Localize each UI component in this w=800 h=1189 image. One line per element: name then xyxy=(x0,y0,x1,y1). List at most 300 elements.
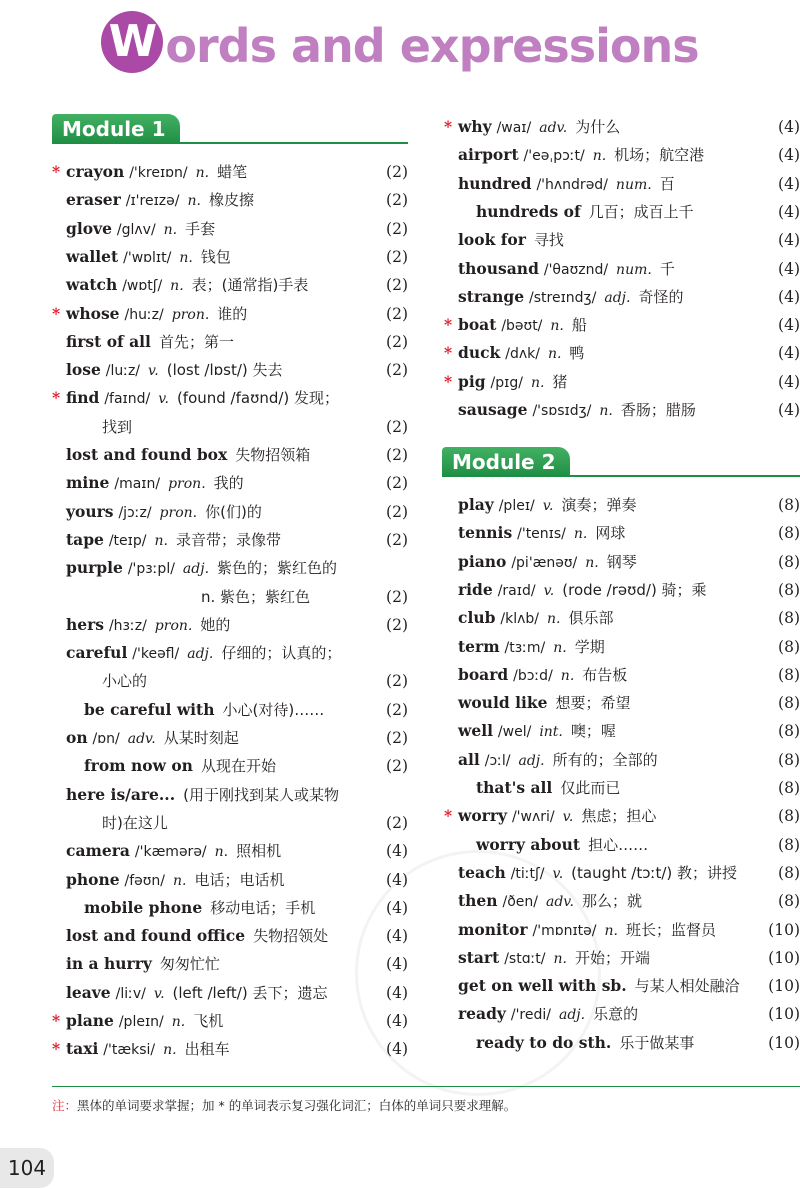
glossary-entry xyxy=(66,922,328,950)
chinese-meaning: 从现在开始 xyxy=(200,757,276,776)
phonetic: /'kreɪɒn/ xyxy=(129,165,188,181)
part-of-speech: n. xyxy=(179,249,193,266)
part-of-speech: adv. xyxy=(127,731,156,747)
page-reference: (8) xyxy=(778,524,800,543)
headword: worry xyxy=(458,806,508,826)
headword: club xyxy=(458,608,496,628)
part-of-speech: adj. xyxy=(182,561,210,578)
headword: hundred xyxy=(458,173,532,193)
glossary-entry xyxy=(66,979,327,1008)
chinese-meaning: 噢；喔 xyxy=(570,722,616,741)
glossary-entry xyxy=(476,774,620,802)
chinese-meaning: 钱包 xyxy=(200,247,231,266)
chinese-meaning: 香肠；腊肠 xyxy=(620,401,696,419)
part-of-speech: n. xyxy=(530,374,545,391)
phonetic: /'hʌndrəd/ xyxy=(536,176,608,193)
page-reference: (10) xyxy=(768,948,800,967)
phonetic: /wel/ xyxy=(497,724,532,741)
part-of-speech: pron. xyxy=(168,476,206,493)
part-of-speech: n. xyxy=(546,611,561,628)
headword: thousand xyxy=(458,258,539,278)
module-heading: Module 1 xyxy=(52,114,180,144)
headword: all xyxy=(458,749,480,769)
part-of-speech: n. xyxy=(547,346,562,363)
page-reference: (2) xyxy=(386,474,408,493)
glossary-entry xyxy=(84,894,315,922)
phonetic: /maɪn/ xyxy=(114,476,161,493)
chinese-meaning: 猪 xyxy=(552,372,568,391)
glossary-entry xyxy=(66,526,281,555)
glossary-entry xyxy=(458,519,625,548)
review-star: * xyxy=(444,371,453,391)
part-of-speech: n. xyxy=(553,639,567,656)
chinese-meaning: 乐于做某事 xyxy=(619,1033,695,1052)
glossary-entry xyxy=(84,752,276,780)
page-reference: (4) xyxy=(386,955,408,974)
chinese-meaning: 俱乐部 xyxy=(568,609,614,628)
chinese-meaning: 想要；希望 xyxy=(555,694,631,713)
chinese-meaning: 与某人相处融洽 xyxy=(634,977,740,996)
phonetic: /'mɒnɪtə/ xyxy=(532,922,597,939)
phonetic: /pleɪ/ xyxy=(498,498,535,514)
part-of-speech: n. xyxy=(163,221,178,238)
phonetic: /jɔːz/ xyxy=(118,504,152,521)
chinese-meaning: 奇怪的 xyxy=(638,287,684,306)
glossary-entry xyxy=(66,837,281,866)
part-of-speech: n. xyxy=(214,844,229,861)
review-star: * xyxy=(52,1039,61,1059)
page-reference: (2) xyxy=(386,332,408,351)
phonetic: /waɪ/ xyxy=(496,120,532,136)
chinese-meaning: 你(们)的 xyxy=(205,502,262,521)
phonetic: /'wɒlɪt/ xyxy=(123,249,172,266)
glossary-entry xyxy=(444,113,621,142)
glossary-entry xyxy=(66,243,231,272)
title-text: ords and expressions xyxy=(165,19,699,73)
chinese-meaning: 几百；成百上千 xyxy=(588,202,694,221)
chinese-meaning: 百 xyxy=(659,174,675,193)
chinese-meaning: 橡皮擦 xyxy=(208,191,254,210)
chinese-meaning: 船 xyxy=(571,316,587,335)
glossary-entry xyxy=(444,368,568,397)
chinese-meaning: 鸭 xyxy=(569,344,585,363)
glossary-entry xyxy=(458,944,650,973)
glossary-entry xyxy=(458,548,637,577)
page-number: 104 xyxy=(0,1148,54,1188)
part-of-speech: adv. xyxy=(539,120,568,136)
headword: tape xyxy=(66,529,104,549)
part-of-speech: n. xyxy=(585,554,599,571)
headword: find xyxy=(66,388,100,408)
page-reference: (8) xyxy=(778,665,800,684)
page-reference: (2) xyxy=(386,757,408,776)
glossary-entry xyxy=(458,717,616,746)
glossary-entry xyxy=(458,916,716,945)
part-of-speech: pron. xyxy=(159,504,198,521)
headword: start xyxy=(458,947,500,967)
glossary-entry xyxy=(66,781,339,809)
headword: boat xyxy=(458,315,497,335)
page-reference: (8) xyxy=(778,835,800,854)
part-of-speech: n. xyxy=(170,278,184,295)
glossary-entry xyxy=(458,141,704,170)
page-reference: (4) xyxy=(386,870,408,889)
headword: well xyxy=(458,721,493,741)
part-of-speech: num. xyxy=(616,261,652,278)
headword: that's all xyxy=(476,778,553,797)
page-reference: (8) xyxy=(778,750,800,769)
headword: here is/are... xyxy=(66,784,176,804)
glossary-entry xyxy=(458,1000,638,1029)
glossary-entry xyxy=(66,356,283,385)
part-of-speech: v. xyxy=(542,498,554,514)
page-reference: (2) xyxy=(386,276,408,295)
chinese-meaning: (left /left/) 丢下；遗忘 xyxy=(172,983,328,1002)
headword: on xyxy=(66,728,88,747)
headword: camera xyxy=(66,841,130,861)
headword: eraser xyxy=(66,190,121,210)
phonetic: /'tenɪs/ xyxy=(517,526,566,543)
chinese-meaning: 电话；电话机 xyxy=(194,870,285,889)
part-of-speech: n. xyxy=(573,526,588,543)
headword: term xyxy=(458,636,500,656)
review-star: * xyxy=(52,162,61,181)
headword: worry about xyxy=(476,834,581,854)
chinese-meaning: 从某时刻起 xyxy=(163,729,239,747)
glossary-entry xyxy=(66,950,220,978)
chinese-meaning: 担心…… xyxy=(588,835,649,854)
phonetic: /stɑːt/ xyxy=(504,950,546,967)
headword: in a hurry xyxy=(66,954,152,974)
glossary-entry xyxy=(458,887,642,916)
footnote xyxy=(52,1096,516,1114)
chinese-meaning: 班长；监督员 xyxy=(625,920,716,939)
headword: glove xyxy=(66,218,112,238)
page-reference: (8) xyxy=(778,496,800,514)
review-star: * xyxy=(52,303,61,323)
glossary-entry xyxy=(66,328,234,356)
meaning-continuation: 找到 xyxy=(102,417,133,436)
glossary-entry xyxy=(458,661,627,690)
review-star: * xyxy=(444,343,453,363)
part-of-speech: pron. xyxy=(171,306,210,323)
page-reference: (4) xyxy=(386,1012,408,1030)
glossary-entry xyxy=(66,724,239,753)
headword: duck xyxy=(458,343,501,363)
chinese-meaning: 网球 xyxy=(595,524,626,543)
module-rule xyxy=(442,475,800,477)
glossary-entry xyxy=(476,1029,694,1057)
glossary-entry xyxy=(52,300,248,329)
headword: crayon xyxy=(66,162,125,181)
phonetic: /'eəˌpɔːt/ xyxy=(523,148,585,165)
headword: mobile phone xyxy=(84,897,203,917)
phonetic: /liːv/ xyxy=(115,985,146,1002)
meaning-continuation: n. 紫色；紫红色 xyxy=(201,587,311,606)
page-reference: (4) xyxy=(778,287,800,306)
part-of-speech: adj. xyxy=(187,646,214,663)
part-of-speech: n. xyxy=(604,922,618,939)
page-reference: (4) xyxy=(778,372,800,391)
glossary-entry xyxy=(458,972,740,1000)
meaning-continuation: 小心的 xyxy=(102,672,148,691)
page-reference: (4) xyxy=(386,1040,408,1059)
part-of-speech: v. xyxy=(148,363,159,380)
review-star: * xyxy=(52,388,61,408)
page-reference: (8) xyxy=(778,694,800,713)
part-of-speech: n. xyxy=(592,148,607,165)
glossary-entry xyxy=(84,696,324,724)
chinese-meaning: 钢琴 xyxy=(606,552,637,571)
chinese-meaning: 所有的；全部的 xyxy=(552,750,658,769)
footer-divider xyxy=(52,1086,800,1087)
page-reference: (2) xyxy=(386,417,408,436)
phonetic: /ɔːl/ xyxy=(484,752,511,769)
chinese-meaning: 失物招领箱 xyxy=(235,446,311,464)
chinese-meaning: (rode /rəʊd/) 骑；乘 xyxy=(562,580,707,599)
phonetic: /'tæksi/ xyxy=(103,1042,156,1059)
part-of-speech: n. xyxy=(553,950,567,967)
chinese-meaning: 紫色的；紫红色的 xyxy=(217,559,338,578)
chinese-meaning: 录音带；录像带 xyxy=(175,530,281,549)
phonetic: /glʌv/ xyxy=(116,221,156,238)
part-of-speech: adv. xyxy=(546,894,575,911)
chinese-meaning: 为什么 xyxy=(575,118,621,136)
phonetic: /pɪg/ xyxy=(490,374,523,391)
part-of-speech: n. xyxy=(560,667,575,684)
phonetic: /tɜːm/ xyxy=(504,639,546,656)
chinese-meaning: 首先；第一 xyxy=(158,332,234,351)
phonetic: /dʌk/ xyxy=(505,346,540,363)
phonetic: /teɪp/ xyxy=(108,532,147,549)
chinese-meaning: 她的 xyxy=(200,615,231,634)
chinese-meaning: 谁的 xyxy=(217,304,248,323)
page-reference: (4) xyxy=(386,927,408,946)
page-reference: (4) xyxy=(778,231,800,250)
page-reference: (8) xyxy=(778,779,800,797)
headword: plane xyxy=(66,1011,114,1030)
glossary-entry xyxy=(458,576,707,605)
chinese-meaning: 匆匆忙忙 xyxy=(159,955,220,974)
chinese-meaning: 出租车 xyxy=(184,1040,230,1059)
page-reference: (2) xyxy=(386,615,408,634)
page-reference: (4) xyxy=(386,898,408,917)
glossary-entry xyxy=(66,441,310,469)
page-title xyxy=(0,10,800,82)
part-of-speech: v. xyxy=(562,809,574,826)
glossary-entry xyxy=(66,215,215,244)
chinese-meaning: 表；(通常指)手表 xyxy=(191,276,309,295)
part-of-speech: n. xyxy=(163,1042,177,1059)
headword: hundreds of xyxy=(476,201,581,221)
page-reference: (2) xyxy=(386,530,408,549)
headword: airport xyxy=(458,145,519,165)
glossary-entry xyxy=(458,633,605,662)
review-star: * xyxy=(444,315,453,335)
headword: teach xyxy=(458,862,506,882)
glossary-entry xyxy=(458,226,564,254)
chinese-meaning: 千 xyxy=(659,259,675,278)
chinese-meaning: (taught /tɔːt/) 教；讲授 xyxy=(571,863,738,882)
part-of-speech: n. xyxy=(171,1014,186,1030)
phonetic: /ɪ'reɪzə/ xyxy=(125,193,180,210)
glossary-entry xyxy=(458,283,683,312)
headword: get on well with sb. xyxy=(458,976,627,996)
headword: hers xyxy=(66,614,105,634)
glossary-entry xyxy=(476,831,648,859)
glossary-entry xyxy=(66,469,244,498)
page-reference: (10) xyxy=(768,1005,800,1024)
page-reference: (4) xyxy=(778,344,800,363)
page-reference: (10) xyxy=(768,1033,800,1052)
part-of-speech: n. xyxy=(550,318,564,335)
chinese-meaning: 布告板 xyxy=(582,665,628,684)
glossary-entry xyxy=(52,384,340,413)
headword: be careful with xyxy=(84,699,215,719)
glossary-entry xyxy=(66,498,262,527)
glossary-entry xyxy=(66,611,230,640)
page-reference: (2) xyxy=(386,304,408,323)
phonetic: /pleɪn/ xyxy=(118,1014,164,1030)
chinese-meaning: 失物招领处 xyxy=(253,927,329,946)
part-of-speech: n. xyxy=(187,193,201,210)
page-reference: (8) xyxy=(778,580,800,599)
part-of-speech: n. xyxy=(154,532,168,549)
page-reference: (8) xyxy=(778,637,800,656)
headword: look for xyxy=(458,230,526,250)
phonetic: /tiːtʃ/ xyxy=(510,865,545,882)
phonetic: /'wʌri/ xyxy=(511,809,555,826)
glossary-entry xyxy=(66,271,308,300)
phonetic: /'sɒsɪdʒ/ xyxy=(532,403,592,419)
part-of-speech: v. xyxy=(543,582,555,599)
phonetic: /ɒn/ xyxy=(92,731,120,747)
chinese-meaning: 开始；开端 xyxy=(574,948,650,967)
glossary-entry xyxy=(66,639,341,668)
page-reference: (4) xyxy=(778,259,800,278)
part-of-speech: num. xyxy=(615,176,652,193)
phonetic: /huːz/ xyxy=(124,306,164,323)
phonetic: /'pɜːpl/ xyxy=(127,561,175,578)
headword: lost and found box xyxy=(66,445,228,464)
headword: ride xyxy=(458,579,493,599)
page-reference: (4) xyxy=(778,118,800,136)
part-of-speech: v. xyxy=(552,865,564,882)
chinese-meaning: (用于刚找到某人或某物 xyxy=(183,785,339,804)
headword: from now on xyxy=(84,756,193,776)
glossary-entry xyxy=(458,604,613,633)
headword: monitor xyxy=(458,919,528,939)
glossary-entry xyxy=(52,1035,230,1064)
headword: piano xyxy=(458,551,507,571)
headword: then xyxy=(458,891,498,911)
headword: strange xyxy=(458,286,525,306)
phonetic: /'keəfl/ xyxy=(132,646,180,663)
chinese-meaning: 小心(对待)…… xyxy=(222,700,325,719)
glossary-entry xyxy=(458,255,675,284)
phonetic: /faɪnd/ xyxy=(104,391,151,408)
chinese-meaning: (found /faʊnd/) 发现； xyxy=(176,389,340,408)
glossary-entry xyxy=(458,859,737,888)
phonetic: /wɒtʃ/ xyxy=(122,278,163,295)
part-of-speech: pron. xyxy=(154,617,193,634)
page-reference: (10) xyxy=(768,920,800,939)
phonetic: /'redi/ xyxy=(510,1007,551,1024)
page-reference: (2) xyxy=(386,729,408,747)
glossary-entry xyxy=(458,396,696,425)
glossary-entry xyxy=(66,866,285,895)
part-of-speech: n. xyxy=(195,165,210,181)
headword: purple xyxy=(66,558,123,578)
chinese-meaning: 乐意的 xyxy=(593,1005,639,1024)
phonetic: /hɜːz/ xyxy=(108,617,147,634)
headword: sausage xyxy=(458,400,528,419)
module-heading: Module 2 xyxy=(442,447,570,477)
headword: watch xyxy=(66,275,118,295)
module-rule xyxy=(52,142,408,144)
headword: board xyxy=(458,664,509,684)
headword: why xyxy=(458,117,492,136)
page-reference: (4) xyxy=(778,401,800,419)
glossary-entry xyxy=(66,186,254,215)
chinese-meaning: 我的 xyxy=(213,474,244,493)
phonetic: /bɔːd/ xyxy=(513,667,553,684)
chinese-meaning: 机场；航空港 xyxy=(614,146,705,165)
headword: phone xyxy=(66,869,120,889)
headword: would like xyxy=(458,693,548,713)
page-reference: (4) xyxy=(778,146,800,165)
page-reference: (8) xyxy=(778,863,800,882)
page-reference: (2) xyxy=(386,502,408,521)
phonetic: /streɪndʒ/ xyxy=(529,289,597,306)
review-star: * xyxy=(444,806,453,826)
chinese-meaning: 仔细的；认真的； xyxy=(221,644,342,663)
part-of-speech: int. xyxy=(539,724,563,741)
chinese-meaning: 手套 xyxy=(185,219,216,238)
page-reference: (2) xyxy=(386,672,408,691)
footnote-text: 黑体的单词要求掌握；加 * 的单词表示复习强化词汇；白体的单词只要求理解。 xyxy=(77,1098,517,1113)
headword: ready to do sth. xyxy=(476,1032,612,1052)
review-star: * xyxy=(444,117,453,136)
page-reference: (2) xyxy=(386,191,408,210)
headword: first of all xyxy=(66,331,151,351)
glossary-entry xyxy=(444,339,585,368)
page-reference: (2) xyxy=(386,247,408,266)
part-of-speech: v. xyxy=(153,985,165,1002)
page-reference: (8) xyxy=(778,892,800,911)
chinese-meaning: 那么；就 xyxy=(582,892,643,911)
headword: leave xyxy=(66,982,111,1002)
page-reference: (2) xyxy=(386,587,408,606)
title-initial: W xyxy=(101,11,163,73)
page-reference: (2) xyxy=(386,219,408,238)
chinese-meaning: 飞机 xyxy=(193,1012,224,1030)
headword: lost and found office xyxy=(66,926,246,946)
glossary-entry xyxy=(444,802,657,831)
page-reference: (2) xyxy=(386,361,408,380)
chinese-meaning: 焦虑；担心 xyxy=(581,807,657,826)
headword: lose xyxy=(66,360,101,380)
headword: yours xyxy=(66,501,114,521)
glossary-entry xyxy=(66,554,337,583)
part-of-speech: adj. xyxy=(558,1007,586,1024)
headword: tennis xyxy=(458,523,513,543)
headword: ready xyxy=(458,1004,506,1024)
headword: whose xyxy=(66,303,120,323)
page-reference: (2) xyxy=(386,813,408,832)
page-reference: (8) xyxy=(778,552,800,571)
phonetic: /klʌb/ xyxy=(500,611,539,628)
